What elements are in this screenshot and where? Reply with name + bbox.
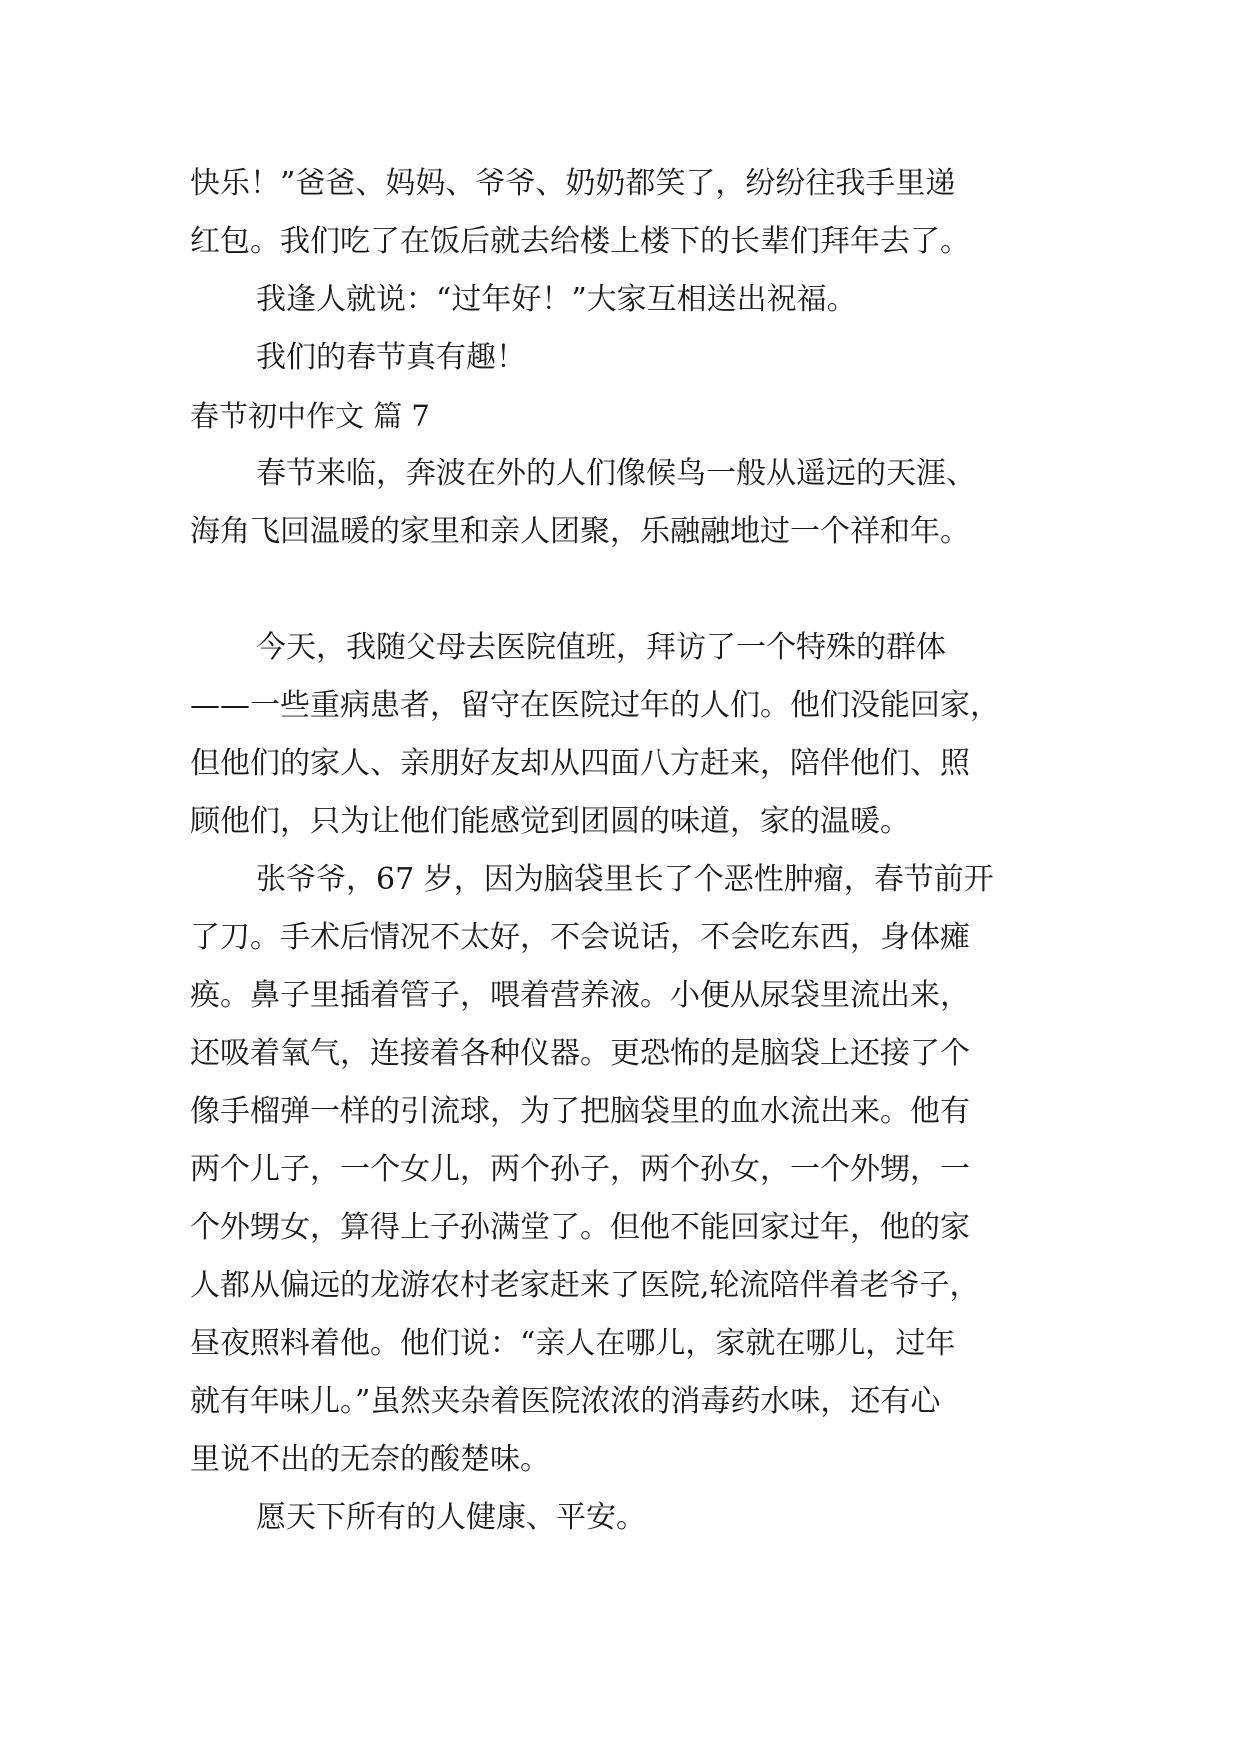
text-line: 两个儿子，一个女儿，两个孙子，两个孙女，一个外甥，一 xyxy=(190,1152,970,1187)
text-line: 昼夜照料着他。他们说：“亲人在哪儿，家就在哪儿，过年 xyxy=(190,1326,956,1361)
text-line: 还吸着氧气，连接着各种仪器。更恐怖的是脑袋上还接了个 xyxy=(190,1036,970,1071)
text-line: 顾他们，只为让他们能感觉到团圆的味道，家的温暖。 xyxy=(190,804,910,839)
text-line: 了刀。手术后情况不太好，不会说话，不会吃东西，身体瘫 xyxy=(190,920,970,955)
text-line: 快乐！”爸爸、妈妈、爷爷、奶奶都笑了，纷纷往我手里递 xyxy=(190,166,956,201)
text-line: 我逢人就说：“过年好！”大家互相送出祝福。 xyxy=(256,282,857,317)
text-line: 人都从偏远的龙游农村老家赶来了医院,轮流陪伴着老爷子， xyxy=(190,1268,980,1303)
text-line: 像手榴弹一样的引流球，为了把脑袋里的血水流出来。他有 xyxy=(190,1094,970,1129)
text-line: 但他们的家人、亲朋好友却从四面八方赶来，陪伴他们、照 xyxy=(190,746,970,781)
text-line: ——一些重病患者，留守在医院过年的人们。他们没能回家， xyxy=(190,688,1000,723)
text-line: 张爷爷，67 岁，因为脑袋里长了个恶性肿瘤，春节前开 xyxy=(256,862,994,897)
section-heading: 春节初中作文 篇 7 xyxy=(190,399,430,433)
text-line: 愿天下所有的人健康、平安。 xyxy=(256,1500,646,1535)
text-line: 里说不出的无奈的酸楚味。 xyxy=(190,1442,550,1477)
text-line: 就有年味儿。”虽然夹杂着医院浓浓的消毒药水味，还有心 xyxy=(190,1384,941,1419)
text-line: 今天，我随父母去医院值班，拜访了一个特殊的群体 xyxy=(256,630,946,665)
text-line: 我们的春节真有趣！ xyxy=(256,340,526,375)
text-line: 痪。鼻子里插着管子，喂着营养液。小便从尿袋里流出来， xyxy=(190,978,970,1013)
text-line: 海角飞回温暖的家里和亲人团聚，乐融融地过一个祥和年。 xyxy=(190,514,970,549)
text-line: 春节来临，奔波在外的人们像候鸟一般从遥远的天涯、 xyxy=(256,456,976,491)
text-line: 个外甥女，算得上子孙满堂了。但他不能回家过年，他的家 xyxy=(190,1210,970,1245)
text-line: 红包。我们吃了在饭后就去给楼上楼下的长辈们拜年去了。 xyxy=(190,224,970,259)
